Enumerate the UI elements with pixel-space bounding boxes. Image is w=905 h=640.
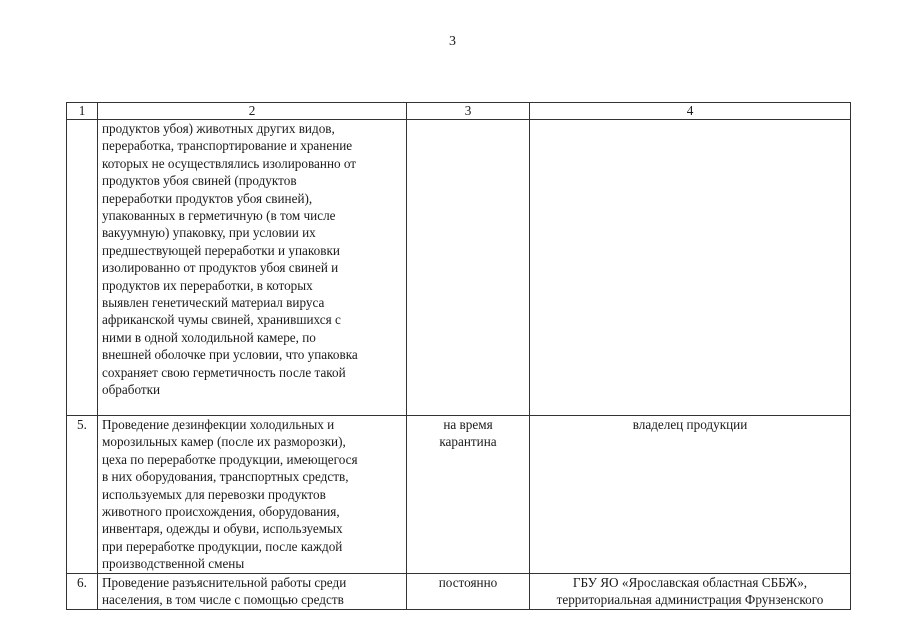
row-responsible [530,120,851,416]
row-term: на время карантина [407,416,530,574]
table-header-row [67,103,851,120]
header-cell-4: 4 [530,103,851,120]
row-responsible: владелец продукции [530,416,851,574]
header-cell-3: 3 [407,103,530,120]
row-description: продуктов убоя) животных других видов, переработка, транспортирование и хранение которых не осуществлялись изолированно от продуктов убоя свиней (продуктов переработки продуктов убоя свиней), упакованных в герметичную (в том числе вакуумную) упаковку, при условии их предшествующей переработки и упаковки изолированно от продуктов убоя свиней и продуктов их переработки, в которых выявлен генетический материал вируса африканской чумы свиней, хранившихся с ними в одной холодильной камере, по внешней оболочке при условии, что упаковка сохраняет свою герметичность после такой обработки [98,120,407,416]
row-term [407,120,530,416]
row-term: постоянно [407,573,530,609]
table-row [67,120,851,416]
table-row [67,573,851,609]
row-description: Проведение разъяснительной работы среди населения, в том числе с помощью средств [98,573,407,609]
header-cell-2: 2 [98,103,407,120]
row-number [67,120,98,416]
row-number: 6. [67,573,98,609]
measures-table [66,102,851,610]
table-row [67,416,851,574]
page-number: 3 [449,34,456,49]
row-description: Проведение дезинфекции холодильных и морозильных камер (после их разморозки), цеха по переработке продукции, имеющегося в них оборудования, транспортных средств, используемых для перевозки продуктов животного происхождения, оборудования, инвентаря, одежды и обуви, используемых при переработке продукции, после каждой производственной смены [98,416,407,574]
row-number: 5. [67,416,98,574]
row-responsible: ГБУ ЯО «Ярославская областная СББЖ», территориальная администрация Фрунзенского [530,573,851,609]
header-cell-1: 1 [67,103,98,120]
